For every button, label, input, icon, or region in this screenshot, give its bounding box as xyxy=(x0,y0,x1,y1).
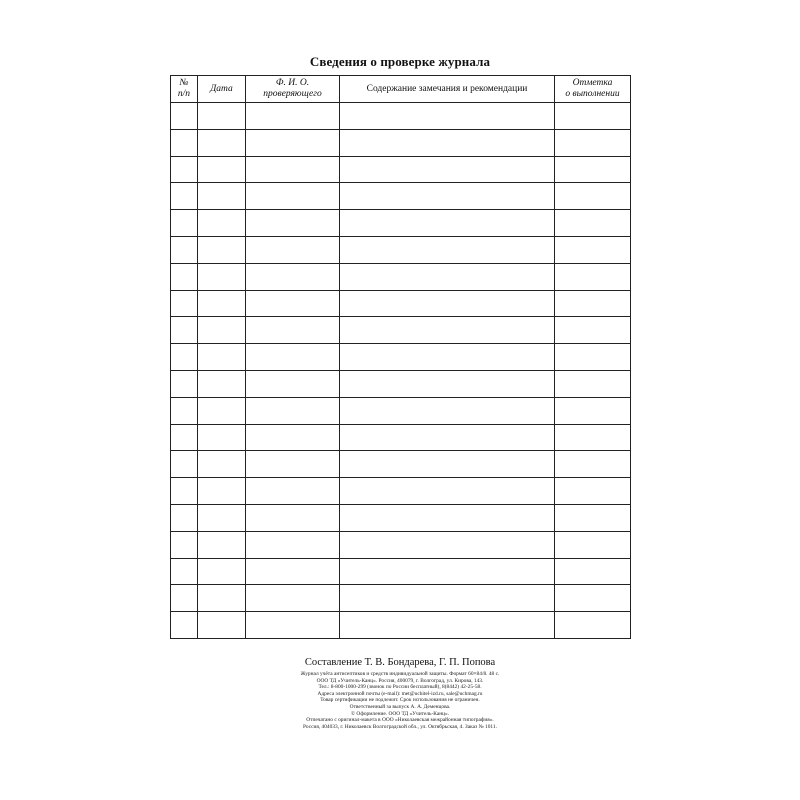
cell-remarks[interactable] xyxy=(340,236,555,263)
cell-number[interactable] xyxy=(171,612,198,639)
column-header-remarks xyxy=(340,76,555,103)
table-header-row xyxy=(171,76,631,103)
cell-inspector[interactable] xyxy=(246,504,340,531)
cell-inspector[interactable] xyxy=(246,290,340,317)
table-row xyxy=(171,103,631,130)
table-row xyxy=(171,585,631,612)
cell-inspector[interactable] xyxy=(246,397,340,424)
imprint-line: Россия, 404033, г. Николаевск Волгоградской обл., ул. Октябрьская, 4. Заказ № 1011. xyxy=(303,723,497,730)
cell-number[interactable] xyxy=(171,585,198,612)
table-body xyxy=(171,103,631,639)
cell-remarks[interactable] xyxy=(340,370,555,397)
table-row xyxy=(171,370,631,397)
cell-completion[interactable] xyxy=(555,263,631,290)
imprint-block xyxy=(0,671,800,730)
cell-number[interactable] xyxy=(171,344,198,371)
imprint-line: Журнал учёта антисептиков и средств индивидуальной защиты. Формат 60×84/8. 48 с. xyxy=(300,671,500,677)
cell-number[interactable] xyxy=(171,451,198,478)
cell-completion[interactable] xyxy=(555,210,631,237)
cell-remarks[interactable] xyxy=(340,210,555,237)
imprint-line: Товар сертификации не подлежит. Срок использования не ограничен. xyxy=(320,697,480,704)
cell-date[interactable] xyxy=(198,317,246,344)
cell-number[interactable] xyxy=(171,504,198,531)
table-row xyxy=(171,558,631,585)
cell-remarks[interactable] xyxy=(340,290,555,317)
table-row xyxy=(171,156,631,183)
cell-inspector[interactable] xyxy=(246,344,340,371)
cell-inspector[interactable] xyxy=(246,585,340,612)
inspection-table xyxy=(170,75,631,639)
imprint-line: Адреса электронной почты (e-mail): met@uchitel-izd.ru, sale@uchmag.ru xyxy=(317,690,483,697)
cell-completion[interactable] xyxy=(555,103,631,130)
cell-completion[interactable] xyxy=(555,558,631,585)
cell-number[interactable] xyxy=(171,263,198,290)
cell-completion[interactable] xyxy=(555,344,631,371)
imprint-line: Тел.: 8-800-1000-299 (звонок по России бесплатный), 8(8442) 42-25-58. xyxy=(318,684,482,691)
cell-date[interactable] xyxy=(198,103,246,130)
cell-date[interactable] xyxy=(198,612,246,639)
table-row xyxy=(171,236,631,263)
imprint-line: © Оформление. ООО ТД «Учитель-Канц». xyxy=(350,710,450,717)
cell-remarks[interactable] xyxy=(340,183,555,210)
imprint-line: ООО ТД «Учитель-Канц». Россия, 400079, г. Волгоград, ул. Кирова, 143. xyxy=(316,677,484,684)
column-header-number xyxy=(171,76,198,103)
cell-remarks[interactable] xyxy=(340,317,555,344)
cell-number[interactable] xyxy=(171,558,198,585)
cell-number[interactable] xyxy=(171,103,198,130)
cell-number[interactable] xyxy=(171,290,198,317)
cell-date[interactable] xyxy=(198,397,246,424)
cell-inspector[interactable] xyxy=(246,236,340,263)
cell-inspector[interactable] xyxy=(246,263,340,290)
cell-completion[interactable] xyxy=(555,290,631,317)
cell-date[interactable] xyxy=(198,183,246,210)
cell-date[interactable] xyxy=(198,210,246,237)
cell-inspector[interactable] xyxy=(246,424,340,451)
column-header-line: п/п xyxy=(177,89,191,99)
cell-remarks[interactable] xyxy=(340,585,555,612)
imprint-line: Отпечатано с оригинал-макета в ООО «Николаевская межрайонная типография». xyxy=(306,717,494,724)
cell-remarks[interactable] xyxy=(340,451,555,478)
cell-number[interactable] xyxy=(171,397,198,424)
cell-inspector[interactable] xyxy=(246,210,340,237)
cell-date[interactable] xyxy=(198,558,246,585)
authors-line: Составление Т. В. Бондарева, Г. П. Попова xyxy=(304,657,496,668)
cell-completion[interactable] xyxy=(555,129,631,156)
cell-completion[interactable] xyxy=(555,156,631,183)
cell-date[interactable] xyxy=(198,156,246,183)
cell-date[interactable] xyxy=(198,290,246,317)
cell-remarks[interactable] xyxy=(340,129,555,156)
table-row xyxy=(171,451,631,478)
table-row xyxy=(171,183,631,210)
cell-inspector[interactable] xyxy=(246,317,340,344)
cell-inspector[interactable] xyxy=(246,558,340,585)
cell-date[interactable] xyxy=(198,236,246,263)
cell-number[interactable] xyxy=(171,478,198,505)
cell-inspector[interactable] xyxy=(246,451,340,478)
cell-date[interactable] xyxy=(198,504,246,531)
cell-completion[interactable] xyxy=(555,397,631,424)
table-row xyxy=(171,504,631,531)
cell-remarks[interactable] xyxy=(340,612,555,639)
cell-inspector[interactable] xyxy=(246,531,340,558)
cell-date[interactable] xyxy=(198,478,246,505)
cell-number[interactable] xyxy=(171,370,198,397)
cell-date[interactable] xyxy=(198,263,246,290)
cell-completion[interactable] xyxy=(555,504,631,531)
credits-block xyxy=(0,657,800,730)
cell-completion[interactable] xyxy=(555,478,631,505)
cell-remarks[interactable] xyxy=(340,558,555,585)
cell-remarks[interactable] xyxy=(340,103,555,130)
cell-completion[interactable] xyxy=(555,370,631,397)
cell-inspector[interactable] xyxy=(246,370,340,397)
column-header-line: проверяющего xyxy=(263,89,322,99)
cell-completion[interactable] xyxy=(555,317,631,344)
cell-remarks[interactable] xyxy=(340,344,555,371)
cell-completion[interactable] xyxy=(555,612,631,639)
table-row xyxy=(171,478,631,505)
table-row xyxy=(171,290,631,317)
cell-date[interactable] xyxy=(198,531,246,558)
column-header-line: о выполнении xyxy=(565,89,620,99)
table-row xyxy=(171,612,631,639)
cell-inspector[interactable] xyxy=(246,129,340,156)
table-row xyxy=(171,344,631,371)
cell-completion[interactable] xyxy=(555,531,631,558)
cell-number[interactable] xyxy=(171,183,198,210)
column-header-date xyxy=(198,76,246,103)
cell-remarks[interactable] xyxy=(340,531,555,558)
cell-remarks[interactable] xyxy=(340,478,555,505)
page-title: Сведения о проверке журнала xyxy=(309,54,491,69)
cell-inspector[interactable] xyxy=(246,478,340,505)
column-header-line: Дата xyxy=(210,83,233,94)
table-row xyxy=(171,317,631,344)
column-header-line: Отметка xyxy=(572,78,613,88)
cell-completion[interactable] xyxy=(555,183,631,210)
table-row xyxy=(171,129,631,156)
cell-completion[interactable] xyxy=(555,451,631,478)
cell-date[interactable] xyxy=(198,451,246,478)
cell-date[interactable] xyxy=(198,344,246,371)
column-header-line: № xyxy=(179,78,189,88)
cell-number[interactable] xyxy=(171,129,198,156)
cell-date[interactable] xyxy=(198,129,246,156)
table-row xyxy=(171,263,631,290)
cell-completion[interactable] xyxy=(555,236,631,263)
cell-number[interactable] xyxy=(171,424,198,451)
table-row xyxy=(171,531,631,558)
cell-number[interactable] xyxy=(171,317,198,344)
column-header-line: Содержание замечания и рекомендации xyxy=(366,83,528,94)
column-header-line: Ф. И. О. xyxy=(275,78,310,88)
cell-date[interactable] xyxy=(198,585,246,612)
cell-completion[interactable] xyxy=(555,585,631,612)
cell-inspector[interactable] xyxy=(246,103,340,130)
cell-date[interactable] xyxy=(198,424,246,451)
cell-number[interactable] xyxy=(171,236,198,263)
cell-number[interactable] xyxy=(171,210,198,237)
cell-date[interactable] xyxy=(198,370,246,397)
table-row xyxy=(171,210,631,237)
cell-inspector[interactable] xyxy=(246,156,340,183)
table-row xyxy=(171,424,631,451)
cell-number[interactable] xyxy=(171,156,198,183)
imprint-line: Ответственный за выпуск А. А. Деменцова. xyxy=(349,703,451,710)
cell-remarks[interactable] xyxy=(340,504,555,531)
cell-remarks[interactable] xyxy=(340,397,555,424)
column-header-inspector xyxy=(246,76,340,103)
column-header-completion xyxy=(555,76,631,103)
cell-remarks[interactable] xyxy=(340,263,555,290)
cell-completion[interactable] xyxy=(555,424,631,451)
cell-number[interactable] xyxy=(171,531,198,558)
cell-inspector[interactable] xyxy=(246,612,340,639)
cell-inspector[interactable] xyxy=(246,183,340,210)
cell-remarks[interactable] xyxy=(340,424,555,451)
table-row xyxy=(171,397,631,424)
cell-remarks[interactable] xyxy=(340,156,555,183)
